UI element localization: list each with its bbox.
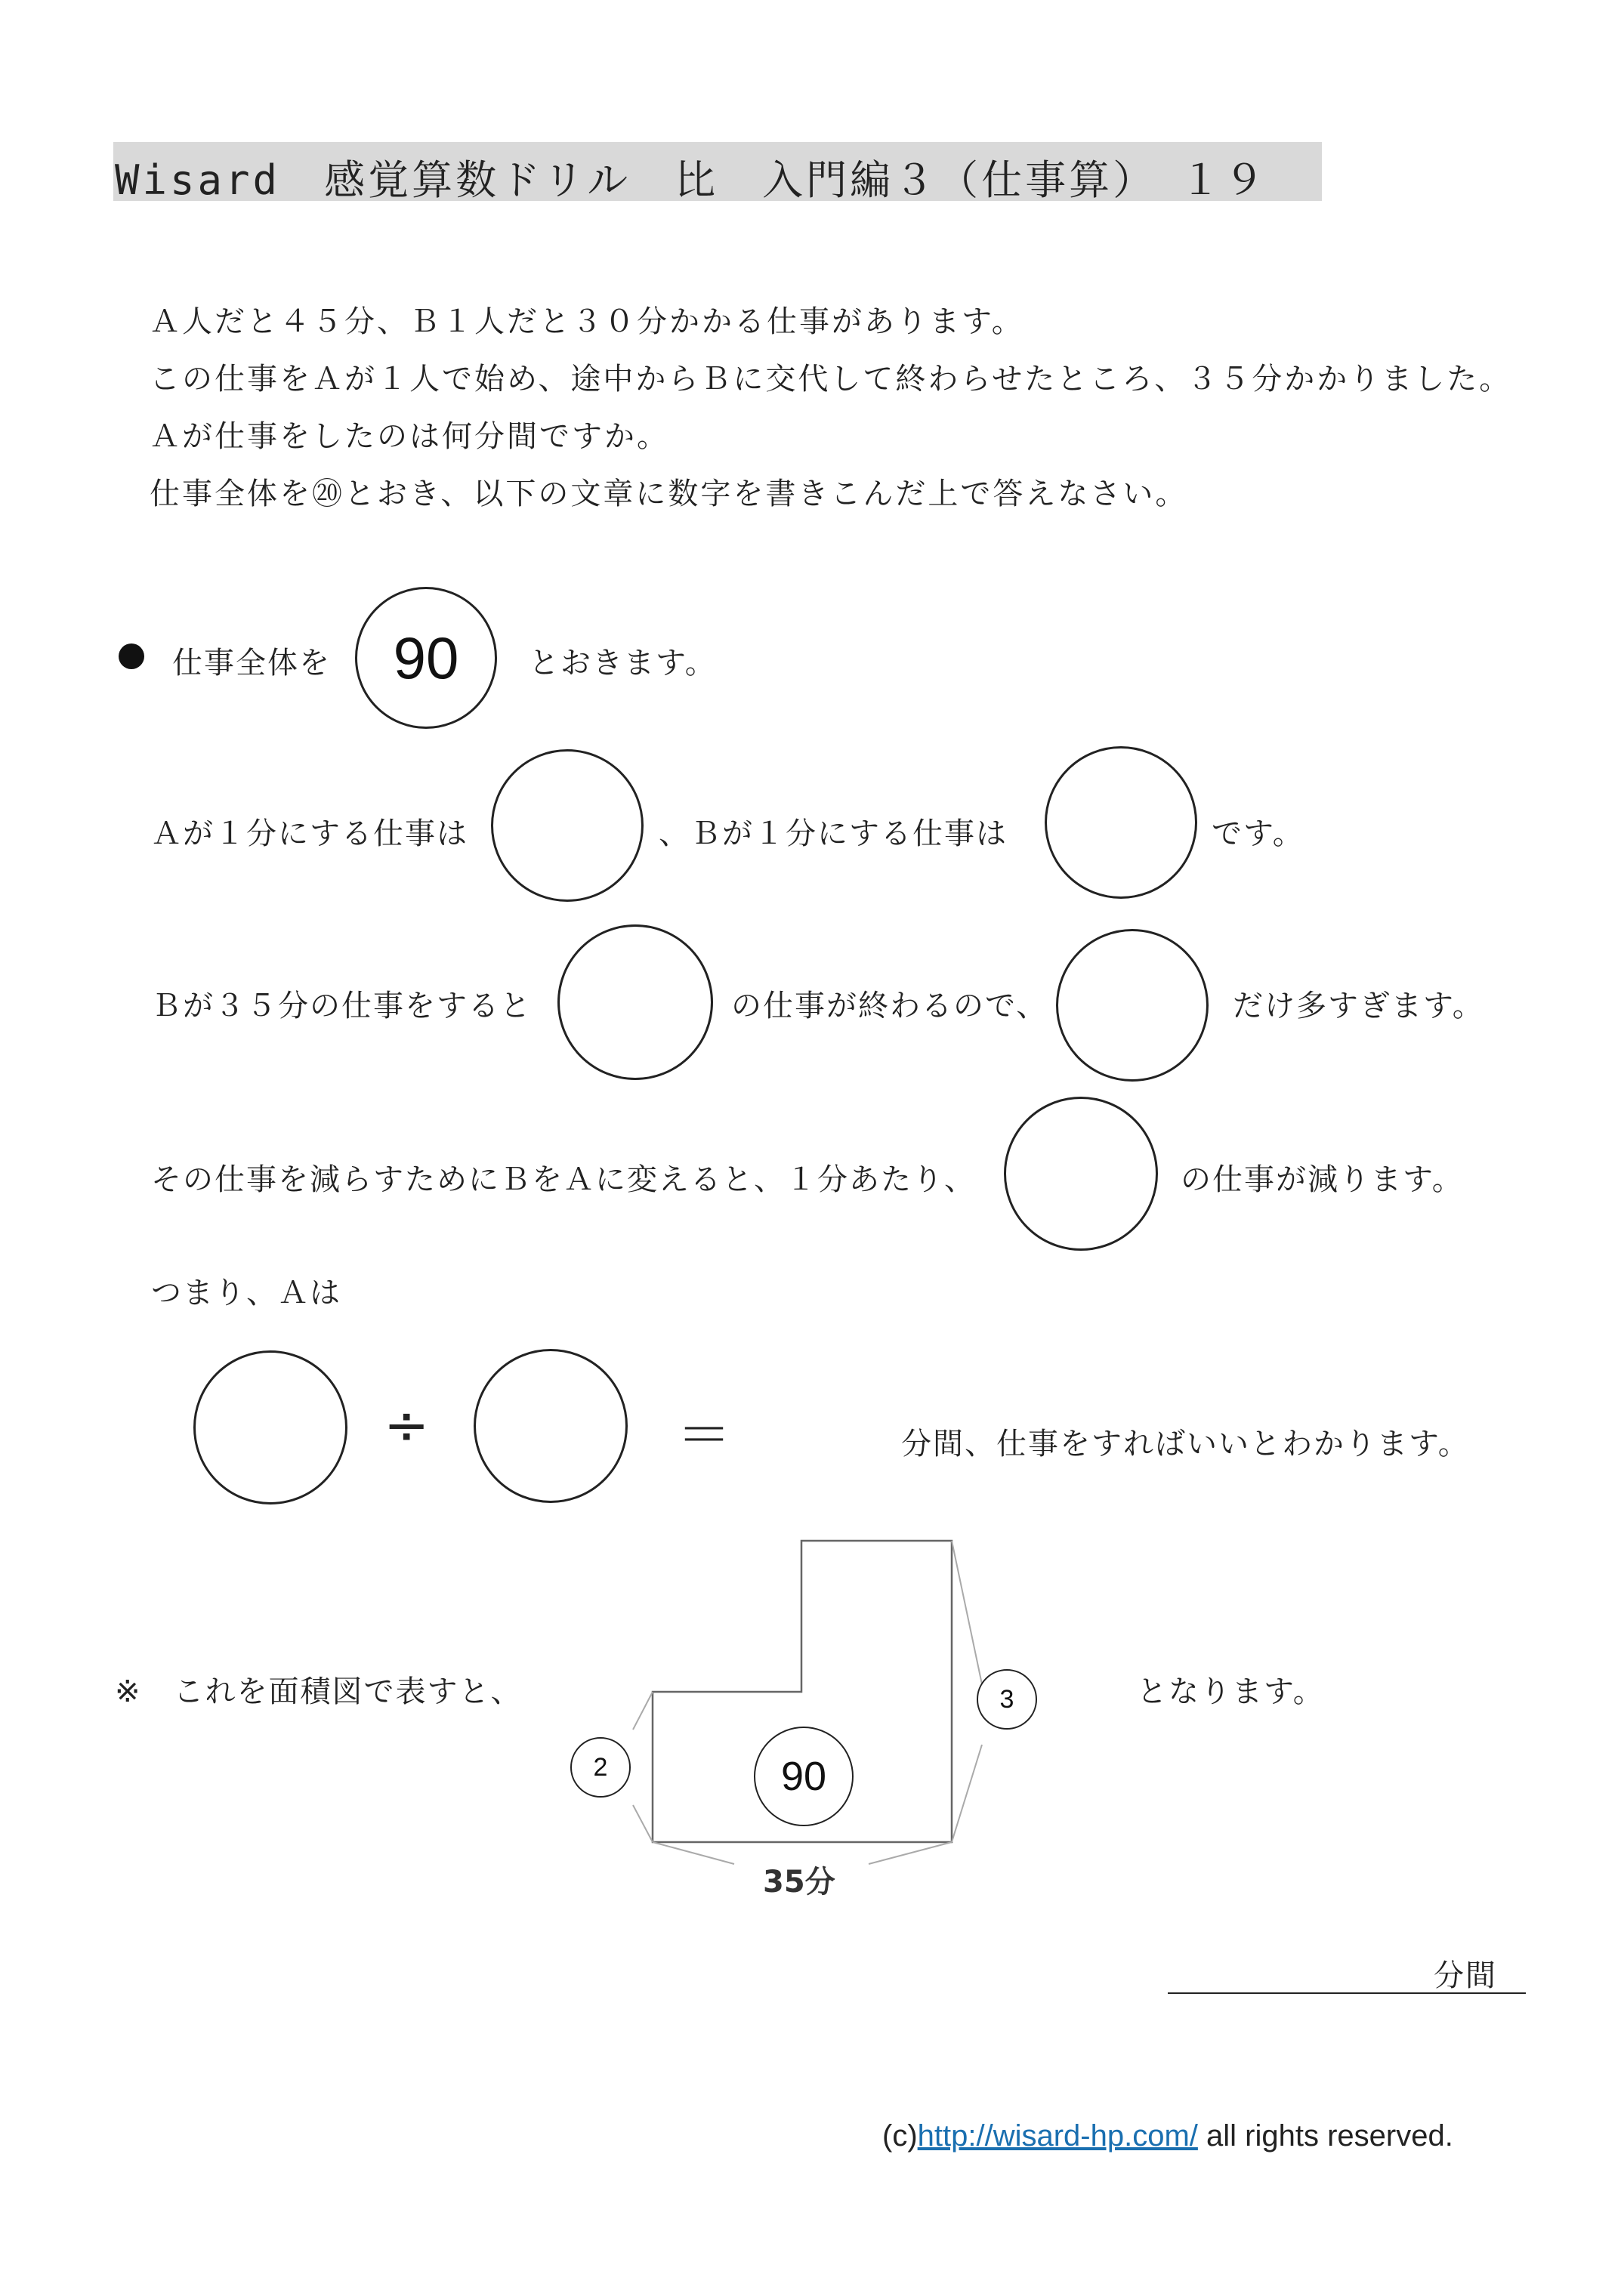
result-text: 分間、仕事をすればいいとわかります。 [901,1427,1470,1461]
answer-circle-b-work[interactable] [557,924,713,1080]
time-label: 35分 [763,1865,835,1900]
step3-label-b: の仕事が終わるので、 [731,989,1048,1023]
diagram-note-suffix: となります。 [1137,1674,1325,1709]
step2-label-c: です。 [1212,816,1304,851]
answer-circle-dividend[interactable] [193,1350,347,1504]
step1-label: 仕事全体を [172,646,331,680]
step3-label-a: Ｂが３５分の仕事をすると [151,989,532,1023]
rate-a-bracket-top [633,1692,653,1730]
time-bracket-left [653,1842,734,1864]
answer-circle-a-rate[interactable] [491,749,644,902]
rate-a-circle: 2 [570,1737,631,1798]
step5-label: つまり、Ａは [151,1276,341,1310]
step4-label-a: その仕事を減らすためにＢをＡに変えると、１分あたり、 [151,1162,976,1197]
answer-unit: 分間 [1434,1958,1497,1993]
rate-b-bracket-top [952,1541,982,1684]
step4-label-b: の仕事が減ります。 [1181,1162,1464,1197]
answer-circle-divisor[interactable] [474,1349,628,1503]
question-line-4: 仕事全体を⑳とおき、以下の文章に数字を書きこんだ上で答えなさい。 [150,477,1188,511]
copyright [882,2119,1453,2153]
answer-circle-excess[interactable] [1056,929,1209,1082]
step1-suffix: とおきます。 [529,646,717,680]
page-title: Wisard 感覚算数ドリル 比 入門編３（仕事算） １９ [115,156,1268,204]
question-line-3: Ａが仕事をしたのは何分間ですか。 [150,419,669,454]
rate-b-circle: 3 [977,1669,1037,1730]
step3-label-c: だけ多すぎます。 [1233,989,1484,1023]
time-bracket-right [869,1842,952,1864]
question-line-1: Ａ人だと４５分、Ｂ１人だと３０分かかる仕事があります。 [150,304,1024,339]
rate-a-bracket-bottom [633,1805,653,1842]
copyright-prefix: (c) [882,2119,918,2153]
copyright-suffix: all rights reserved. [1197,2119,1453,2153]
step2-label-b: 、Ｂが１分にする仕事は [659,816,1008,851]
total-work-circle: 90 [355,587,497,729]
answer-circle-b-rate[interactable] [1045,746,1197,899]
divide-sign: ÷ [384,1393,430,1457]
bullet-icon [119,643,144,669]
question-line-2: この仕事をＡが１人で始め、途中からＢに交代して終わらせたところ、３５分かかりました。 [150,362,1512,397]
rate-b-bracket-bottom [952,1745,982,1842]
step2-label-a: Ａが１分にする仕事は [151,816,468,851]
equals-sign: ＝ [677,1403,732,1467]
site-link[interactable]: http://wisard-hp.com/ [917,2119,1198,2153]
total-area-circle: 90 [754,1727,854,1826]
diagram-note: ※ これを面積図で表すと、 [115,1674,523,1709]
answer-circle-diff[interactable] [1004,1097,1158,1251]
